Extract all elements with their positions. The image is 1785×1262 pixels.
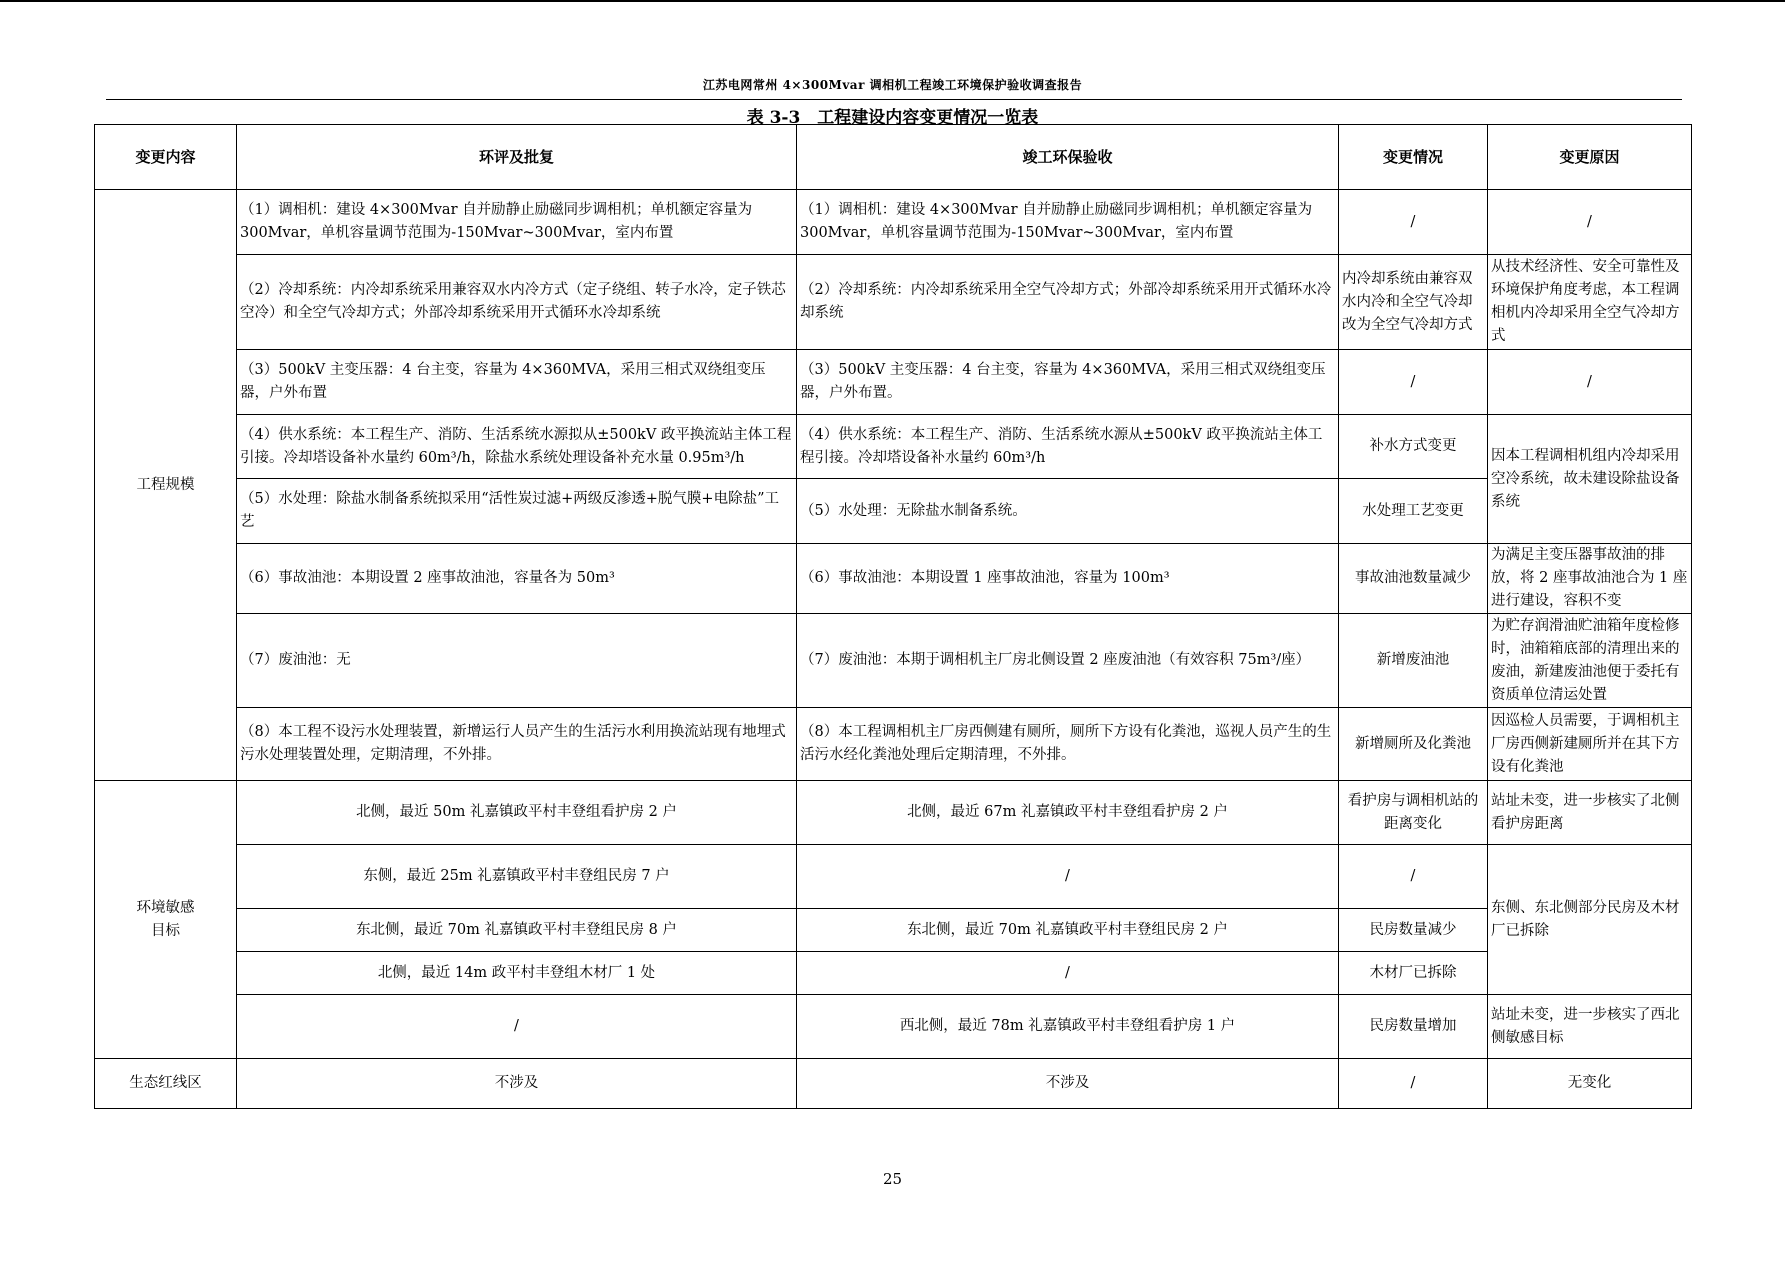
eia-cell: （3）500kV 主变压器：4 台主变，容量为 4×360MVA，采用三相式双绕组变压器，户外布置	[237, 350, 797, 415]
change-cell: 木材厂已拆除	[1339, 952, 1488, 995]
page-top-border	[0, 0, 1785, 2]
page-number: 25	[882, 1170, 903, 1188]
table-row	[95, 708, 1692, 781]
change-cell: 事故油池数量减少	[1339, 544, 1488, 614]
col-header-change-item: 变更内容	[95, 125, 237, 190]
table-row	[95, 909, 1692, 952]
acceptance-cell: （7）废油池：本期于调相机主厂房北侧设置 2 座废油池（有效容积 75m³/座）	[797, 614, 1339, 708]
acceptance-cell: /	[797, 845, 1339, 909]
group-label-eco: 生态红线区	[95, 1059, 237, 1109]
group-label-env: 环境敏感 目标	[95, 781, 237, 1059]
eia-cell: 北侧，最近 50m 礼嘉镇政平村丰登组看护房 2 户	[237, 781, 797, 845]
acceptance-cell: （2）冷却系统：内冷却系统采用全空气冷却方式；外部冷却系统采用开式循环水冷却系统	[797, 255, 1339, 350]
reason-cell: /	[1488, 350, 1692, 415]
change-cell: 看护房与调相机站的距离变化	[1339, 781, 1488, 845]
group-label-scale: 工程规模	[95, 190, 237, 781]
table-row	[95, 995, 1692, 1059]
change-cell: 民房数量增加	[1339, 995, 1488, 1059]
acceptance-cell: （4）供水系统：本工程生产、消防、生活系统水源从±500kV 政平换流站主体工程引接。冷却塔设备补水量约 60m³/h	[797, 415, 1339, 479]
eia-cell: （5）水处理：除盐水制备系统拟采用“活性炭过滤+两级反渗透+脱气膜+电除盐”工艺	[237, 479, 797, 544]
table-row	[95, 781, 1692, 845]
table-row	[95, 1059, 1692, 1109]
change-cell: 补水方式变更	[1339, 415, 1488, 479]
table-row	[95, 350, 1692, 415]
running-header: 江苏电网常州 4×300Mvar 调相机工程竣工环境保护验收调查报告	[702, 78, 1083, 92]
reason-cell: 站址未变，进一步核实了西北侧敏感目标	[1488, 995, 1692, 1059]
reason-cell: 为贮存润滑油贮油箱年度检修时，油箱箱底部的清理出来的废油，新建废油池便于委托有资质单位清运处置	[1488, 614, 1692, 708]
reason-cell: 为满足主变压器事故油的排放，将 2 座事故油池合为 1 座进行建设，容积不变	[1488, 544, 1692, 614]
change-cell: 水处理工艺变更	[1339, 479, 1488, 544]
change-cell: 新增厕所及化粪池	[1339, 708, 1488, 781]
acceptance-cell: （5）水处理：无除盐水制备系统。	[797, 479, 1339, 544]
table-row	[95, 190, 1692, 255]
change-table	[94, 124, 1692, 1109]
eia-cell: （6）事故油池：本期设置 2 座事故油池，容量各为 50m³	[237, 544, 797, 614]
reason-cell: 因本工程调相机组内冷却采用空冷系统，故未建设除盐设备系统	[1488, 415, 1692, 544]
eia-cell: （1）调相机：建设 4×300Mvar 自并励静止励磁同步调相机；单机额定容量为300Mvar，单机容量调节范围为-150Mvar~300Mvar，室内布置	[237, 190, 797, 255]
eia-cell: 不涉及	[237, 1059, 797, 1109]
acceptance-cell: （8）本工程调相机主厂房西侧建有厕所，厕所下方设有化粪池，巡视人员产生的生活污水经化粪池处理后定期清理，不外排。	[797, 708, 1339, 781]
header-rule	[106, 99, 1682, 100]
change-cell: /	[1339, 350, 1488, 415]
change-cell: /	[1339, 1059, 1488, 1109]
col-header-change-status: 变更情况	[1339, 125, 1488, 190]
change-cell: /	[1339, 845, 1488, 909]
acceptance-cell: （1）调相机：建设 4×300Mvar 自并励静止励磁同步调相机；单机额定容量为300Mvar，单机容量调节范围为-150Mvar~300Mvar，室内布置	[797, 190, 1339, 255]
eia-cell: 东侧，最近 25m 礼嘉镇政平村丰登组民房 7 户	[237, 845, 797, 909]
table-row	[95, 614, 1692, 708]
acceptance-cell: 东北侧，最近 70m 礼嘉镇政平村丰登组民房 2 户	[797, 909, 1339, 952]
eia-cell: 北侧，最近 14m 政平村丰登组木材厂 1 处	[237, 952, 797, 995]
table-row	[95, 479, 1692, 544]
acceptance-cell: 北侧，最近 67m 礼嘉镇政平村丰登组看护房 2 户	[797, 781, 1339, 845]
reason-cell: 无变化	[1488, 1059, 1692, 1109]
table-title: 表 3-3 工程建设内容变更情况一览表	[746, 108, 1039, 128]
acceptance-cell: （3）500kV 主变压器：4 台主变，容量为 4×360MVA，采用三相式双绕组变压器，户外布置。	[797, 350, 1339, 415]
table-row	[95, 544, 1692, 614]
table-row	[95, 255, 1692, 350]
change-cell: 民房数量减少	[1339, 909, 1488, 952]
col-header-change-reason: 变更原因	[1488, 125, 1692, 190]
acceptance-cell: 不涉及	[797, 1059, 1339, 1109]
change-cell: 内冷却系统由兼容双水内冷和全空气冷却改为全空气冷却方式	[1339, 255, 1488, 350]
table-row	[95, 845, 1692, 909]
eia-cell: （8）本工程不设污水处理装置，新增运行人员产生的生活污水利用换流站现有地埋式污水处理装置处理，定期清理，不外排。	[237, 708, 797, 781]
eia-cell: 东北侧，最近 70m 礼嘉镇政平村丰登组民房 8 户	[237, 909, 797, 952]
eia-cell: （2）冷却系统：内冷却系统采用兼容双水内冷方式（定子绕组、转子水冷，定子铁芯空冷）和全空气冷却方式；外部冷却系统采用开式循环水冷却系统	[237, 255, 797, 350]
eia-cell: （7）废油池：无	[237, 614, 797, 708]
table-row	[95, 415, 1692, 479]
reason-cell: 东侧、东北侧部分民房及木材厂已拆除	[1488, 845, 1692, 995]
col-header-acceptance: 竣工环保验收	[797, 125, 1339, 190]
eia-cell: （4）供水系统：本工程生产、消防、生活系统水源拟从±500kV 政平换流站主体工程引接。冷却塔设备补水量约 60m³/h，除盐水系统处理设备补充水量 0.95m³/h	[237, 415, 797, 479]
eia-cell: /	[237, 995, 797, 1059]
acceptance-cell: /	[797, 952, 1339, 995]
change-cell: 新增废油池	[1339, 614, 1488, 708]
acceptance-cell: 西北侧，最近 78m 礼嘉镇政平村丰登组看护房 1 户	[797, 995, 1339, 1059]
change-cell: /	[1339, 190, 1488, 255]
table-header-row	[95, 125, 1692, 190]
acceptance-cell: （6）事故油池：本期设置 1 座事故油池，容量为 100m³	[797, 544, 1339, 614]
reason-cell: /	[1488, 190, 1692, 255]
reason-cell: 从技术经济性、安全可靠性及环境保护角度考虑，本工程调相机内冷却采用全空气冷却方式	[1488, 255, 1692, 350]
table-row	[95, 952, 1692, 995]
reason-cell: 站址未变，进一步核实了北侧看护房距离	[1488, 781, 1692, 845]
reason-cell: 因巡检人员需要，于调相机主厂房西侧新建厕所并在其下方设有化粪池	[1488, 708, 1692, 781]
col-header-eia: 环评及批复	[237, 125, 797, 190]
